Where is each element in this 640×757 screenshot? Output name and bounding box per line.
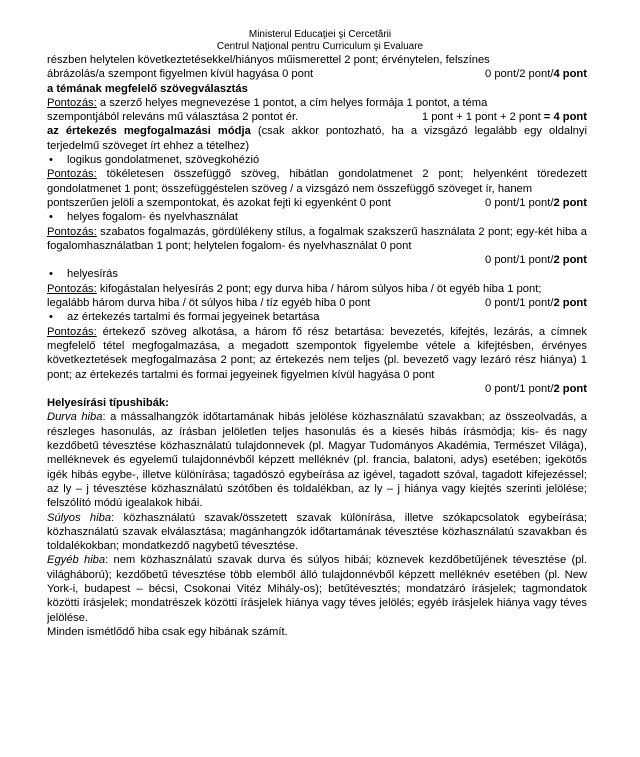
method-paragraph: az értekezés megfogalmazási módja (csak akkor pontozható, ha a vizsgázó legalább egy oldalnyi terjedelmű szöveget írt ehhez a tételhez)	[47, 125, 587, 152]
bullet-language: • helyes fogalom- és nyelvhasználat	[47, 210, 587, 224]
structure-scoring: Pontozás: értekező szöveg alkotása, a három fő rész betartása: bevezetés, kifejtés, lezárás, a címnek megfelelő tétel megfogalmazása, a megadott szempontok figyelembe vétele a kifejtésben, érvényes következtetések megfogalmazása 2 pont; az értekezés nem teljes (pl. bevezető vagy lezáró rész hiánya) 1 pont; az értekezés tartalmi és formai jegyeinek figyelmen kívül hagyása 0 pont	[47, 325, 587, 381]
spelling-last-line: legalább három durva hiba / öt súlyos hiba / tíz egyéb hiba 0 pont 0 pont/1 pont/2 pont	[47, 297, 587, 310]
section1-line2-left: ábrázolás/a szempont figyelmen kívül hagyása 0 pont	[47, 68, 314, 81]
language-score: 0 pont/1 pont/2 pont	[485, 254, 587, 267]
logic-last-line: pontszerűen jelöli a szempontokat, és azokat fejti ki egyenként 0 pont 0 pont/1 pont/2 pont	[47, 196, 587, 209]
structure-score: 0 pont/1 pont/2 pont	[485, 382, 587, 395]
spelling-scoring: Pontozás: kifogástalan helyesírás 2 pont; egy durva hiba / három súlyos hiba / öt egyéb hiba 1 pont;	[47, 282, 542, 295]
theme-line2-left: szempontjából releváns mű választása 2 pontot ér.	[47, 111, 299, 124]
spelling-score: 0 pont/1 pont/2 pont	[485, 297, 587, 310]
bullet-spelling: • helyesírás	[47, 267, 587, 281]
header-ministry: Ministerul Educaţiei şi Cercetării	[248, 29, 392, 40]
theme-line1: Pontozás: a szerző helyes megnevezése 1 pontot, a cím helyes formája 1 pontot, a téma	[47, 96, 488, 109]
header-center: Centrul Naţional pentru Curriculum şi Evaluare	[216, 41, 424, 52]
logic-score: 0 pont/1 pont/2 pont	[485, 196, 587, 209]
errors-footer: Minden ismétlődő hiba csak egy hibának számít.	[47, 625, 288, 638]
errors-gross: Durva hiba: a mássalhangzók időtartamának hibás jelölése közhasználatú szavakban; az összeolvadás, a részleges hasonulás, az írásban jelöletlen teljes hasonulás és a kiesés hibás írásmódja; kis- és nagy kezdőbetű tévesztése közhasználatú tulajdonnevek (pl. Magyar Tudományos Akadémia, Természet Világa), melléknevek és egyelemű tulajdonnévből képzett melléknév (pl. francia, balatoni, adys) esetében; igekötős igék hibás egybe-, illetve különírása; tagadószó egybeírása az igével, tagadott szóval, tagadott kifejezéssel; az ly – j tévesztése közhasználatú szótőben és toldalékban, az ly – j hiánya vagy kiejtés szerinti jelölése; felszólító módú igealakok hibái.	[47, 411, 587, 510]
document-body	[47, 53, 587, 639]
errors-other: Egyéb hiba: nem közhasználatú szavak durva és súlyos hibái; köznevek kezdőbetűjének tévesztése (pl. világháború); kezdőbetű tévesztése több elemből álló tulajdonnévből képzett melléknév esetében (pl. New York-i, budapest – bécsi, Csokonai Vitéz Mihály-os); betűtévesztés; mondatzáró írásjelek; tagmondatok közötti írásjelek; mondatrészek közötti írásjelek hiánya vagy téves jelölés; egyéb írásjelek hiánya vagy téves jelölése.	[47, 554, 587, 624]
logic-scoring: Pontozás: tökéletesen összefüggő szöveg, hibátlan gondolatmenet 2 pont; helyenként töredezett gondolatmenet 1 pont; összefüggéstelen szöveg / a vizsgázó nem összefüggő szöveget ír, hanem	[47, 168, 587, 195]
bullet-structure: • az értekezés tartalmi és formai jegyeinek betartása	[47, 310, 587, 324]
theme-score: 1 pont + 1 pont + 2 pont = 4 pont	[421, 111, 587, 124]
errors-serious: Súlyos hiba: közhasználatú szavak/összetett szavak különírása, illetve szókapcsolatok egybeírása; közhasználatú szavak elválasztása; magánhangzók időtartamának tévesztése közhasználatú szavakban és toldalékokban; mondatkezdő nagybetű tévesztése.	[47, 511, 587, 553]
errors-title: Helyesírási típushibák:	[47, 397, 169, 410]
section1-line1: részben helytelen következtetésekkel/hiányos műismerettel 2 pont; érvénytelen, felszínes	[47, 54, 490, 66]
theme-scoring-label: Pontozás:	[47, 96, 97, 109]
section1-line2	[47, 67, 587, 81]
section1-score: 0 pont/2 pont/4 pont	[485, 68, 587, 81]
method-title: az értekezés megfogalmazási módja	[47, 125, 251, 138]
theme-title: a témának megfelelő szövegválasztás	[47, 82, 248, 95]
theme-line2	[47, 110, 587, 124]
bullet-logic: • logikus gondolatmenet, szövegkohézió	[47, 153, 587, 167]
language-scoring: Pontozás: szabatos fogalmazás, gördülékeny stílus, a fogalmak szakszerű használata 2 pont; egy-két hiba a fogalomhasználatban 1 pont; helytelen fogalom- és nyelvhasználat 0 pont	[47, 225, 587, 252]
